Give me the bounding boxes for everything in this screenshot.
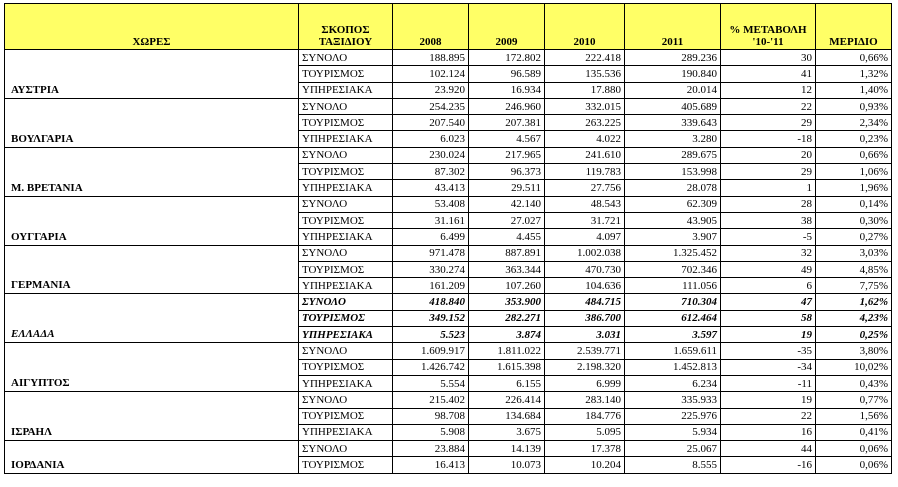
share-cell: 0,06% — [816, 457, 892, 473]
value-2010: 184.776 — [545, 408, 625, 424]
header-share: ΜΕΡΙΔΙΟ — [816, 4, 892, 50]
value-2008: 418.840 — [393, 294, 469, 310]
purpose-cell: ΤΟΥΡΙΣΜΟΣ — [299, 408, 393, 424]
value-2010: 222.418 — [545, 50, 625, 66]
value-2011: 1.659.611 — [625, 343, 721, 359]
share-cell: 0,93% — [816, 98, 892, 114]
value-2011: 225.976 — [625, 408, 721, 424]
change-cell: 29 — [721, 115, 816, 131]
value-2008: 1.609.917 — [393, 343, 469, 359]
value-2010: 17.378 — [545, 441, 625, 457]
share-cell: 0,25% — [816, 327, 892, 343]
table-row — [5, 98, 892, 114]
value-2008: 16.413 — [393, 457, 469, 473]
purpose-cell: ΣΥΝΟΛΟ — [299, 245, 393, 261]
value-2009: 363.344 — [469, 261, 545, 277]
value-2008: 102.124 — [393, 66, 469, 82]
value-2009: 246.960 — [469, 98, 545, 114]
statistics-table-container — [4, 3, 892, 474]
purpose-cell: ΣΥΝΟΛΟ — [299, 50, 393, 66]
value-2010: 283.140 — [545, 392, 625, 408]
value-2009: 4.567 — [469, 131, 545, 147]
value-2011: 289.236 — [625, 50, 721, 66]
value-2010: 48.543 — [545, 196, 625, 212]
table-row — [5, 343, 892, 359]
value-2008: 215.402 — [393, 392, 469, 408]
value-2010: 119.783 — [545, 164, 625, 180]
country-name: ΑΥΣΤΡΙΑ — [5, 50, 299, 99]
value-2009: 1.615.398 — [469, 359, 545, 375]
value-2009: 1.811.022 — [469, 343, 545, 359]
value-2008: 87.302 — [393, 164, 469, 180]
value-2010: 104.636 — [545, 278, 625, 294]
purpose-cell: ΤΟΥΡΙΣΜΟΣ — [299, 261, 393, 277]
change-cell: 1 — [721, 180, 816, 196]
value-2010: 484.715 — [545, 294, 625, 310]
purpose-cell: ΤΟΥΡΙΣΜΟΣ — [299, 457, 393, 473]
change-cell: 12 — [721, 82, 816, 98]
change-cell: -16 — [721, 457, 816, 473]
share-cell: 10,02% — [816, 359, 892, 375]
purpose-cell: ΣΥΝΟΛΟ — [299, 441, 393, 457]
value-2009: 107.260 — [469, 278, 545, 294]
share-cell: 0,14% — [816, 196, 892, 212]
value-2009: 6.155 — [469, 375, 545, 391]
value-2011: 3.597 — [625, 327, 721, 343]
value-2008: 98.708 — [393, 408, 469, 424]
header-2011: 2011 — [625, 4, 721, 50]
change-cell: 47 — [721, 294, 816, 310]
value-2010: 263.225 — [545, 115, 625, 131]
share-cell: 0,06% — [816, 441, 892, 457]
value-2010: 4.022 — [545, 131, 625, 147]
value-2011: 710.304 — [625, 294, 721, 310]
table-body — [5, 50, 892, 474]
share-cell: 7,75% — [816, 278, 892, 294]
change-cell: -34 — [721, 359, 816, 375]
change-cell: 20 — [721, 147, 816, 163]
purpose-cell: ΤΟΥΡΙΣΜΟΣ — [299, 164, 393, 180]
purpose-cell: ΣΥΝΟΛΟ — [299, 196, 393, 212]
value-2010: 31.721 — [545, 212, 625, 228]
value-2008: 254.235 — [393, 98, 469, 114]
header-country: ΧΩΡΕΣ — [5, 4, 299, 50]
table-row — [5, 147, 892, 163]
share-cell: 0,23% — [816, 131, 892, 147]
change-cell: 22 — [721, 98, 816, 114]
value-2010: 135.536 — [545, 66, 625, 82]
value-2011: 28.078 — [625, 180, 721, 196]
share-cell: 0,41% — [816, 424, 892, 440]
share-cell: 0,43% — [816, 375, 892, 391]
value-2009: 42.140 — [469, 196, 545, 212]
value-2008: 5.554 — [393, 375, 469, 391]
value-2008: 23.884 — [393, 441, 469, 457]
purpose-cell: ΥΠΗΡΕΣΙΑΚΑ — [299, 131, 393, 147]
purpose-cell: ΤΟΥΡΙΣΜΟΣ — [299, 310, 393, 326]
value-2009: 207.381 — [469, 115, 545, 131]
purpose-cell: ΥΠΗΡΕΣΙΑΚΑ — [299, 424, 393, 440]
value-2008: 330.274 — [393, 261, 469, 277]
table-row — [5, 196, 892, 212]
change-cell: -18 — [721, 131, 816, 147]
value-2009: 27.027 — [469, 212, 545, 228]
value-2010: 386.700 — [545, 310, 625, 326]
table-row — [5, 392, 892, 408]
purpose-cell: ΤΟΥΡΙΣΜΟΣ — [299, 115, 393, 131]
purpose-cell: ΥΠΗΡΕΣΙΑΚΑ — [299, 375, 393, 391]
change-cell: 16 — [721, 424, 816, 440]
value-2009: 172.802 — [469, 50, 545, 66]
table-row — [5, 441, 892, 457]
change-cell: -5 — [721, 229, 816, 245]
value-2010: 241.610 — [545, 147, 625, 163]
share-cell: 1,06% — [816, 164, 892, 180]
value-2011: 3.280 — [625, 131, 721, 147]
value-2008: 1.426.742 — [393, 359, 469, 375]
value-2008: 5.908 — [393, 424, 469, 440]
share-cell: 3,80% — [816, 343, 892, 359]
value-2009: 353.900 — [469, 294, 545, 310]
change-cell: 29 — [721, 164, 816, 180]
value-2011: 612.464 — [625, 310, 721, 326]
value-2011: 25.067 — [625, 441, 721, 457]
value-2008: 53.408 — [393, 196, 469, 212]
share-cell: 2,34% — [816, 115, 892, 131]
value-2009: 226.414 — [469, 392, 545, 408]
table-row — [5, 50, 892, 66]
value-2010: 17.880 — [545, 82, 625, 98]
value-2011: 3.907 — [625, 229, 721, 245]
share-cell: 1,40% — [816, 82, 892, 98]
travel-statistics-table — [4, 3, 892, 474]
value-2011: 153.998 — [625, 164, 721, 180]
purpose-cell: ΣΥΝΟΛΟ — [299, 147, 393, 163]
value-2009: 96.589 — [469, 66, 545, 82]
value-2008: 23.920 — [393, 82, 469, 98]
value-2010: 2.539.771 — [545, 343, 625, 359]
change-cell: 32 — [721, 245, 816, 261]
country-name: ΙΟΡΔΑΝΙΑ — [5, 441, 299, 474]
table-row — [5, 294, 892, 310]
share-cell: 3,03% — [816, 245, 892, 261]
value-2008: 971.478 — [393, 245, 469, 261]
value-2008: 31.161 — [393, 212, 469, 228]
table-header-row — [5, 4, 892, 50]
value-2009: 16.934 — [469, 82, 545, 98]
value-2008: 161.209 — [393, 278, 469, 294]
change-cell: 38 — [721, 212, 816, 228]
change-cell: 28 — [721, 196, 816, 212]
value-2011: 6.234 — [625, 375, 721, 391]
table-row — [5, 245, 892, 261]
value-2008: 6.499 — [393, 229, 469, 245]
value-2008: 207.540 — [393, 115, 469, 131]
change-cell: 19 — [721, 327, 816, 343]
purpose-cell: ΣΥΝΟΛΟ — [299, 343, 393, 359]
value-2011: 405.689 — [625, 98, 721, 114]
value-2011: 5.934 — [625, 424, 721, 440]
purpose-cell: ΤΟΥΡΙΣΜΟΣ — [299, 359, 393, 375]
header-change: % ΜΕΤΑΒΟΛΗ '10-'11 — [721, 4, 816, 50]
share-cell: 1,96% — [816, 180, 892, 196]
value-2009: 3.874 — [469, 327, 545, 343]
purpose-cell: ΥΠΗΡΕΣΙΑΚΑ — [299, 278, 393, 294]
value-2010: 10.204 — [545, 457, 625, 473]
share-cell: 0,30% — [816, 212, 892, 228]
value-2011: 190.840 — [625, 66, 721, 82]
change-cell: 30 — [721, 50, 816, 66]
share-cell: 1,62% — [816, 294, 892, 310]
purpose-cell: ΥΠΗΡΕΣΙΑΚΑ — [299, 327, 393, 343]
country-name: ΓΕΡΜΑΝΙΑ — [5, 245, 299, 294]
value-2009: 134.684 — [469, 408, 545, 424]
country-name: ΑΙΓΥΠΤΟΣ — [5, 343, 299, 392]
value-2009: 29.511 — [469, 180, 545, 196]
change-cell: 22 — [721, 408, 816, 424]
header-2010: 2010 — [545, 4, 625, 50]
value-2008: 6.023 — [393, 131, 469, 147]
value-2011: 8.555 — [625, 457, 721, 473]
value-2011: 20.014 — [625, 82, 721, 98]
purpose-cell: ΥΠΗΡΕΣΙΑΚΑ — [299, 82, 393, 98]
header-purpose: ΣΚΟΠΟΣ ΤΑΞΙΔΙΟΥ — [299, 4, 393, 50]
value-2009: 3.675 — [469, 424, 545, 440]
value-2011: 339.643 — [625, 115, 721, 131]
value-2008: 188.895 — [393, 50, 469, 66]
value-2010: 4.097 — [545, 229, 625, 245]
purpose-cell: ΣΥΝΟΛΟ — [299, 294, 393, 310]
purpose-cell: ΥΠΗΡΕΣΙΑΚΑ — [299, 229, 393, 245]
purpose-cell: ΤΟΥΡΙΣΜΟΣ — [299, 66, 393, 82]
value-2011: 111.056 — [625, 278, 721, 294]
share-cell: 4,85% — [816, 261, 892, 277]
value-2009: 14.139 — [469, 441, 545, 457]
value-2010: 5.095 — [545, 424, 625, 440]
change-cell: 49 — [721, 261, 816, 277]
value-2010: 470.730 — [545, 261, 625, 277]
value-2010: 27.756 — [545, 180, 625, 196]
value-2009: 10.073 — [469, 457, 545, 473]
change-cell: 19 — [721, 392, 816, 408]
value-2011: 62.309 — [625, 196, 721, 212]
country-name: ΟΥΓΓΑΡΙΑ — [5, 196, 299, 245]
value-2008: 230.024 — [393, 147, 469, 163]
change-cell: 58 — [721, 310, 816, 326]
change-cell: 6 — [721, 278, 816, 294]
value-2010: 6.999 — [545, 375, 625, 391]
value-2011: 1.452.813 — [625, 359, 721, 375]
value-2010: 3.031 — [545, 327, 625, 343]
purpose-cell: ΤΟΥΡΙΣΜΟΣ — [299, 212, 393, 228]
country-name: ΒΟΥΛΓΑΡΙΑ — [5, 98, 299, 147]
share-cell: 4,23% — [816, 310, 892, 326]
value-2010: 1.002.038 — [545, 245, 625, 261]
share-cell: 0,27% — [816, 229, 892, 245]
share-cell: 0,66% — [816, 50, 892, 66]
header-2009: 2009 — [469, 4, 545, 50]
header-2008: 2008 — [393, 4, 469, 50]
value-2009: 4.455 — [469, 229, 545, 245]
value-2011: 289.675 — [625, 147, 721, 163]
value-2008: 349.152 — [393, 310, 469, 326]
change-cell: -11 — [721, 375, 816, 391]
value-2010: 2.198.320 — [545, 359, 625, 375]
value-2008: 43.413 — [393, 180, 469, 196]
purpose-cell: ΥΠΗΡΕΣΙΑΚΑ — [299, 180, 393, 196]
value-2011: 335.933 — [625, 392, 721, 408]
value-2011: 702.346 — [625, 261, 721, 277]
value-2009: 887.891 — [469, 245, 545, 261]
share-cell: 0,77% — [816, 392, 892, 408]
country-name: ΙΣΡΑΗΛ — [5, 392, 299, 441]
country-name: ΕΛΛΑΔΑ — [5, 294, 299, 343]
country-name: Μ. ΒΡΕΤΑΝΙΑ — [5, 147, 299, 196]
value-2009: 96.373 — [469, 164, 545, 180]
value-2008: 5.523 — [393, 327, 469, 343]
purpose-cell: ΣΥΝΟΛΟ — [299, 392, 393, 408]
value-2010: 332.015 — [545, 98, 625, 114]
change-cell: -35 — [721, 343, 816, 359]
value-2009: 217.965 — [469, 147, 545, 163]
value-2009: 282.271 — [469, 310, 545, 326]
value-2011: 1.325.452 — [625, 245, 721, 261]
share-cell: 1,32% — [816, 66, 892, 82]
change-cell: 41 — [721, 66, 816, 82]
purpose-cell: ΣΥΝΟΛΟ — [299, 98, 393, 114]
share-cell: 1,56% — [816, 408, 892, 424]
share-cell: 0,66% — [816, 147, 892, 163]
change-cell: 44 — [721, 441, 816, 457]
value-2011: 43.905 — [625, 212, 721, 228]
